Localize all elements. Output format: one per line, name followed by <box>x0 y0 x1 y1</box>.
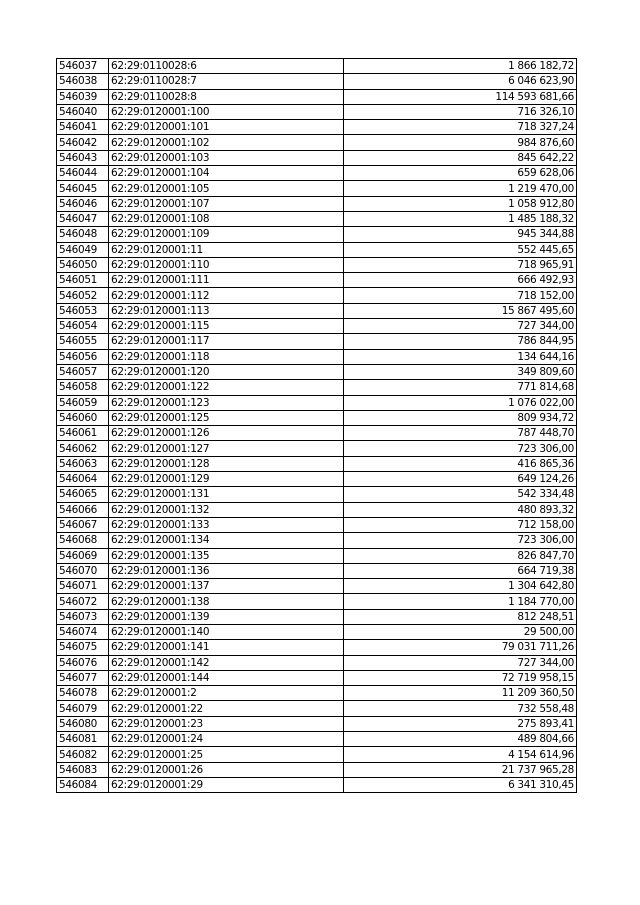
cadastral-number-cell: 62:29:0120001:129 <box>109 472 344 487</box>
row-id-cell: 546075 <box>57 640 109 655</box>
cadastral-number-cell: 62:29:0120001:122 <box>109 380 344 395</box>
cadastral-value-cell: 718 152,00 <box>344 288 577 303</box>
cadastral-value-cell: 812 248,51 <box>344 609 577 624</box>
table-row <box>57 74 577 89</box>
cadastral-value-cell: 480 893,32 <box>344 502 577 517</box>
cadastral-value-cell: 786 844,95 <box>344 334 577 349</box>
cadastral-value-cell: 809 934,72 <box>344 410 577 425</box>
table-row <box>57 594 577 609</box>
cadastral-value-cell: 114 593 681,66 <box>344 89 577 104</box>
cadastral-value-cell: 732 558,48 <box>344 701 577 716</box>
table-row <box>57 273 577 288</box>
table-row <box>57 211 577 226</box>
cadastral-value-cell: 489 804,66 <box>344 732 577 747</box>
table-row <box>57 303 577 318</box>
cadastral-value-cell: 723 306,00 <box>344 533 577 548</box>
cadastral-number-cell: 62:29:0120001:22 <box>109 701 344 716</box>
cadastral-value-cell: 15 867 495,60 <box>344 303 577 318</box>
row-id-cell: 546078 <box>57 686 109 701</box>
cadastral-value-cell: 1 076 022,00 <box>344 395 577 410</box>
cadastral-value-cell: 416 865,36 <box>344 456 577 471</box>
cadastral-value-cell: 29 500,00 <box>344 624 577 639</box>
cadastral-number-cell: 62:29:0120001:141 <box>109 640 344 655</box>
cadastral-number-cell: 62:29:0120001:128 <box>109 456 344 471</box>
row-id-cell: 546083 <box>57 762 109 777</box>
cadastral-number-cell: 62:29:0120001:104 <box>109 166 344 181</box>
cadastral-number-cell: 62:29:0110028:6 <box>109 59 344 74</box>
table-row <box>57 319 577 334</box>
row-id-cell: 546054 <box>57 319 109 334</box>
cadastral-number-cell: 62:29:0120001:110 <box>109 257 344 272</box>
cadastral-value-cell: 649 124,26 <box>344 472 577 487</box>
table-row <box>57 624 577 639</box>
cadastral-number-cell: 62:29:0120001:11 <box>109 242 344 257</box>
row-id-cell: 546074 <box>57 624 109 639</box>
cadastral-value-cell: 6 046 623,90 <box>344 74 577 89</box>
row-id-cell: 546046 <box>57 196 109 211</box>
row-id-cell: 546060 <box>57 410 109 425</box>
table-row <box>57 747 577 762</box>
cadastral-value-cell: 275 893,41 <box>344 716 577 731</box>
row-id-cell: 546053 <box>57 303 109 318</box>
row-id-cell: 546069 <box>57 548 109 563</box>
row-id-cell: 546037 <box>57 59 109 74</box>
row-id-cell: 546058 <box>57 380 109 395</box>
cadastral-number-cell: 62:29:0110028:8 <box>109 89 344 104</box>
cadastral-number-cell: 62:29:0120001:100 <box>109 104 344 119</box>
row-id-cell: 546051 <box>57 273 109 288</box>
row-id-cell: 546072 <box>57 594 109 609</box>
row-id-cell: 546077 <box>57 670 109 685</box>
cadastral-number-cell: 62:29:0110028:7 <box>109 74 344 89</box>
row-id-cell: 546040 <box>57 104 109 119</box>
table-row <box>57 288 577 303</box>
cadastral-value-cell: 659 628,06 <box>344 166 577 181</box>
row-id-cell: 546042 <box>57 135 109 150</box>
row-id-cell: 546063 <box>57 456 109 471</box>
row-id-cell: 546061 <box>57 426 109 441</box>
table-body <box>57 59 577 793</box>
cadastral-value-table <box>56 58 577 793</box>
cadastral-value-cell: 21 737 965,28 <box>344 762 577 777</box>
row-id-cell: 546067 <box>57 517 109 532</box>
table-row <box>57 89 577 104</box>
table-row <box>57 472 577 487</box>
cadastral-value-cell: 552 445,65 <box>344 242 577 257</box>
cadastral-value-cell: 1 866 182,72 <box>344 59 577 74</box>
cadastral-value-cell: 134 644,16 <box>344 349 577 364</box>
cadastral-value-cell: 716 326,10 <box>344 104 577 119</box>
row-id-cell: 546039 <box>57 89 109 104</box>
row-id-cell: 546038 <box>57 74 109 89</box>
table-row <box>57 334 577 349</box>
table-row <box>57 716 577 731</box>
cadastral-number-cell: 62:29:0120001:144 <box>109 670 344 685</box>
row-id-cell: 546047 <box>57 211 109 226</box>
row-id-cell: 546044 <box>57 166 109 181</box>
table-row <box>57 609 577 624</box>
row-id-cell: 546071 <box>57 579 109 594</box>
cadastral-number-cell: 62:29:0120001:101 <box>109 120 344 135</box>
table-row <box>57 502 577 517</box>
row-id-cell: 546048 <box>57 227 109 242</box>
row-id-cell: 546065 <box>57 487 109 502</box>
table-row <box>57 517 577 532</box>
row-id-cell: 546041 <box>57 120 109 135</box>
cadastral-number-cell: 62:29:0120001:120 <box>109 364 344 379</box>
cadastral-number-cell: 62:29:0120001:102 <box>109 135 344 150</box>
row-id-cell: 546057 <box>57 364 109 379</box>
cadastral-value-cell: 6 341 310,45 <box>344 777 577 792</box>
cadastral-number-cell: 62:29:0120001:25 <box>109 747 344 762</box>
table-row <box>57 579 577 594</box>
row-id-cell: 546049 <box>57 242 109 257</box>
row-id-cell: 546082 <box>57 747 109 762</box>
cadastral-value-cell: 718 327,24 <box>344 120 577 135</box>
cadastral-number-cell: 62:29:0120001:109 <box>109 227 344 242</box>
cadastral-number-cell: 62:29:0120001:115 <box>109 319 344 334</box>
table-row <box>57 196 577 211</box>
cadastral-number-cell: 62:29:0120001:133 <box>109 517 344 532</box>
cadastral-number-cell: 62:29:0120001:127 <box>109 441 344 456</box>
cadastral-value-cell: 845 642,22 <box>344 150 577 165</box>
table-row <box>57 487 577 502</box>
cadastral-value-cell: 984 876,60 <box>344 135 577 150</box>
table-row <box>57 257 577 272</box>
table-row <box>57 777 577 792</box>
table-row <box>57 166 577 181</box>
table-row <box>57 456 577 471</box>
cadastral-value-cell: 4 154 614,96 <box>344 747 577 762</box>
cadastral-number-cell: 62:29:0120001:112 <box>109 288 344 303</box>
table-row <box>57 364 577 379</box>
cadastral-value-cell: 666 492,93 <box>344 273 577 288</box>
cadastral-number-cell: 62:29:0120001:126 <box>109 426 344 441</box>
cadastral-value-cell: 1 219 470,00 <box>344 181 577 196</box>
table-row <box>57 135 577 150</box>
cadastral-number-cell: 62:29:0120001:103 <box>109 150 344 165</box>
row-id-cell: 546059 <box>57 395 109 410</box>
cadastral-value-cell: 349 809,60 <box>344 364 577 379</box>
table-row <box>57 227 577 242</box>
cadastral-value-cell: 1 184 770,00 <box>344 594 577 609</box>
table-row <box>57 120 577 135</box>
row-id-cell: 546052 <box>57 288 109 303</box>
row-id-cell: 546055 <box>57 334 109 349</box>
cadastral-value-cell: 542 334,48 <box>344 487 577 502</box>
cadastral-number-cell: 62:29:0120001:140 <box>109 624 344 639</box>
row-id-cell: 546076 <box>57 655 109 670</box>
cadastral-value-cell: 945 344,88 <box>344 227 577 242</box>
cadastral-value-cell: 1 304 642,80 <box>344 579 577 594</box>
cadastral-value-cell: 787 448,70 <box>344 426 577 441</box>
row-id-cell: 546066 <box>57 502 109 517</box>
row-id-cell: 546050 <box>57 257 109 272</box>
row-id-cell: 546084 <box>57 777 109 792</box>
row-id-cell: 546081 <box>57 732 109 747</box>
cadastral-number-cell: 62:29:0120001:125 <box>109 410 344 425</box>
cadastral-value-cell: 727 344,00 <box>344 655 577 670</box>
table-row <box>57 732 577 747</box>
cadastral-number-cell: 62:29:0120001:137 <box>109 579 344 594</box>
cadastral-number-cell: 62:29:0120001:111 <box>109 273 344 288</box>
cadastral-value-cell: 11 209 360,50 <box>344 686 577 701</box>
cadastral-number-cell: 62:29:0120001:136 <box>109 563 344 578</box>
cadastral-value-cell: 712 158,00 <box>344 517 577 532</box>
cadastral-value-cell: 79 031 711,26 <box>344 640 577 655</box>
cadastral-value-cell: 72 719 958,15 <box>344 670 577 685</box>
cadastral-number-cell: 62:29:0120001:113 <box>109 303 344 318</box>
table-row <box>57 59 577 74</box>
cadastral-value-cell: 771 814,68 <box>344 380 577 395</box>
cadastral-number-cell: 62:29:0120001:26 <box>109 762 344 777</box>
cadastral-number-cell: 62:29:0120001:132 <box>109 502 344 517</box>
cadastral-number-cell: 62:29:0120001:118 <box>109 349 344 364</box>
cadastral-number-cell: 62:29:0120001:24 <box>109 732 344 747</box>
cadastral-number-cell: 62:29:0120001:108 <box>109 211 344 226</box>
table-row <box>57 242 577 257</box>
table-row <box>57 426 577 441</box>
table-row <box>57 563 577 578</box>
cadastral-number-cell: 62:29:0120001:139 <box>109 609 344 624</box>
table-row <box>57 150 577 165</box>
row-id-cell: 546079 <box>57 701 109 716</box>
table-row <box>57 686 577 701</box>
table-row <box>57 670 577 685</box>
table-row <box>57 104 577 119</box>
table-row <box>57 701 577 716</box>
table-row <box>57 548 577 563</box>
table-row <box>57 380 577 395</box>
table-row <box>57 181 577 196</box>
cadastral-number-cell: 62:29:0120001:2 <box>109 686 344 701</box>
cadastral-number-cell: 62:29:0120001:142 <box>109 655 344 670</box>
cadastral-number-cell: 62:29:0120001:123 <box>109 395 344 410</box>
cadastral-number-cell: 62:29:0120001:131 <box>109 487 344 502</box>
table-row <box>57 640 577 655</box>
cadastral-value-cell: 718 965,91 <box>344 257 577 272</box>
cadastral-number-cell: 62:29:0120001:29 <box>109 777 344 792</box>
row-id-cell: 546068 <box>57 533 109 548</box>
table-row <box>57 441 577 456</box>
row-id-cell: 546043 <box>57 150 109 165</box>
row-id-cell: 546070 <box>57 563 109 578</box>
row-id-cell: 546073 <box>57 609 109 624</box>
cadastral-value-cell: 723 306,00 <box>344 441 577 456</box>
row-id-cell: 546062 <box>57 441 109 456</box>
row-id-cell: 546045 <box>57 181 109 196</box>
cadastral-value-cell: 1 485 188,32 <box>344 211 577 226</box>
cadastral-value-cell: 1 058 912,80 <box>344 196 577 211</box>
cadastral-number-cell: 62:29:0120001:105 <box>109 181 344 196</box>
table-row <box>57 533 577 548</box>
cadastral-value-cell: 664 719,38 <box>344 563 577 578</box>
cadastral-number-cell: 62:29:0120001:107 <box>109 196 344 211</box>
cadastral-number-cell: 62:29:0120001:135 <box>109 548 344 563</box>
cadastral-number-cell: 62:29:0120001:23 <box>109 716 344 731</box>
table-row <box>57 395 577 410</box>
cadastral-number-cell: 62:29:0120001:138 <box>109 594 344 609</box>
row-id-cell: 546056 <box>57 349 109 364</box>
cadastral-value-cell: 826 847,70 <box>344 548 577 563</box>
table-row <box>57 655 577 670</box>
row-id-cell: 546064 <box>57 472 109 487</box>
row-id-cell: 546080 <box>57 716 109 731</box>
table-row <box>57 410 577 425</box>
cadastral-number-cell: 62:29:0120001:117 <box>109 334 344 349</box>
table-row <box>57 349 577 364</box>
cadastral-value-cell: 727 344,00 <box>344 319 577 334</box>
table-row <box>57 762 577 777</box>
cadastral-number-cell: 62:29:0120001:134 <box>109 533 344 548</box>
